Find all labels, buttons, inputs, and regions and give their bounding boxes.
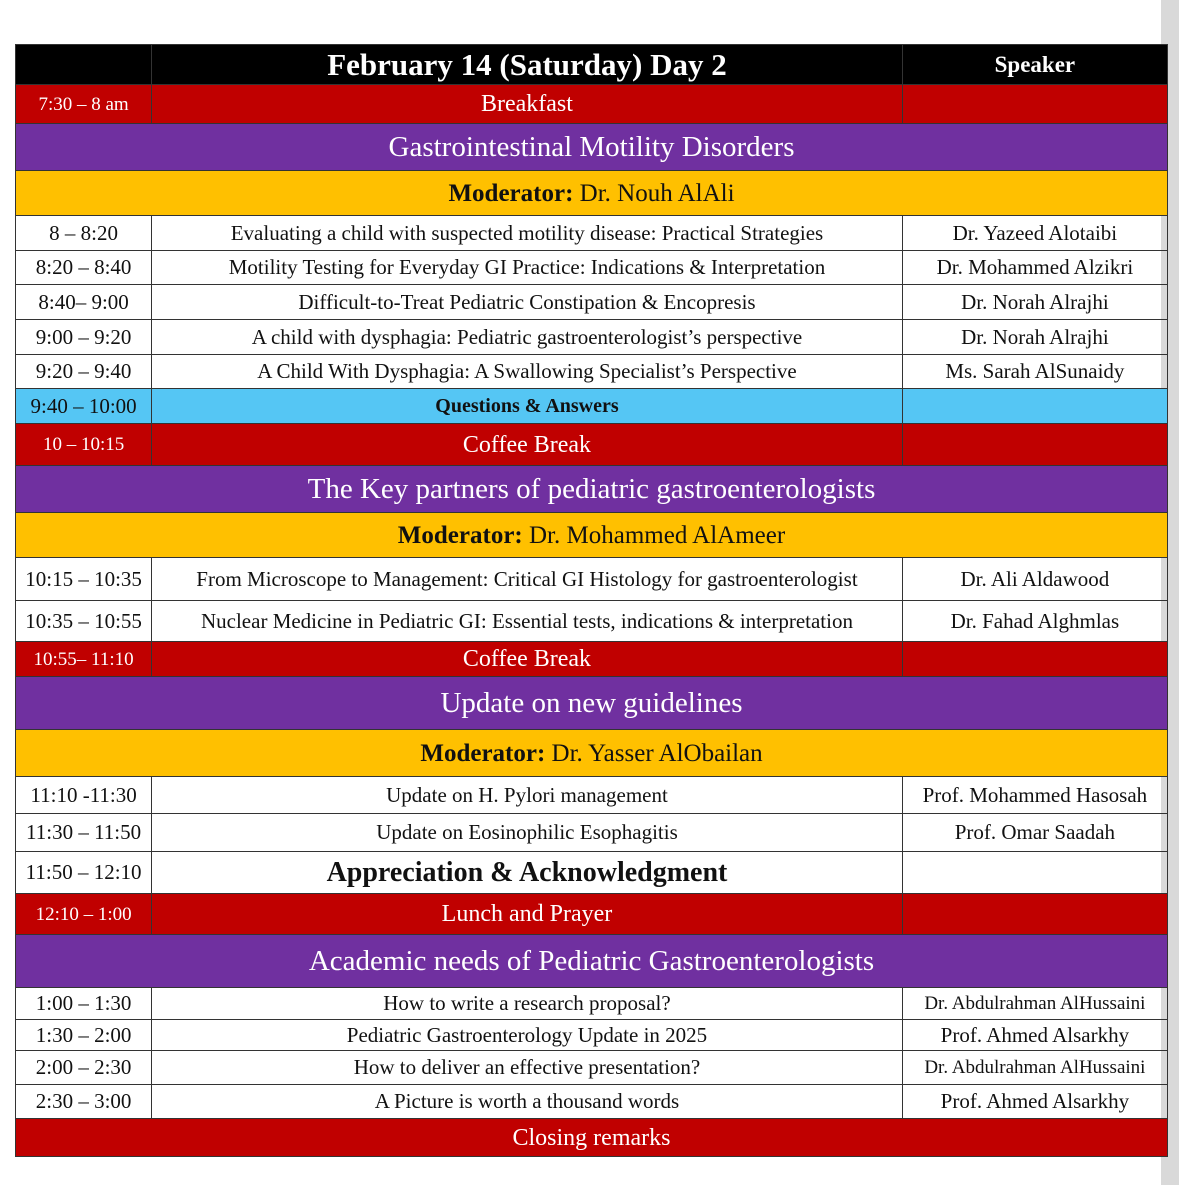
speaker-cell: Dr. Abdulrahman AlHussaini <box>902 1051 1167 1085</box>
moderator-row <box>16 171 1168 216</box>
speaker-cell <box>902 389 1167 424</box>
acknowledgment-row <box>16 852 1168 894</box>
moderator-row <box>16 513 1168 558</box>
table-row <box>16 285 1168 320</box>
time-cell: 11:50 – 12:10 <box>16 852 152 894</box>
time-cell: 2:00 – 2:30 <box>16 1051 152 1085</box>
speaker-cell <box>902 642 1167 677</box>
speaker-cell: Dr. Mohammed Alzikri <box>902 251 1167 285</box>
speaker-cell: Prof. Omar Saadah <box>902 814 1167 852</box>
time-cell: 1:30 – 2:00 <box>16 1020 152 1051</box>
coffee-break-row <box>16 642 1168 677</box>
talk-title: How to write a research proposal? <box>152 988 903 1020</box>
talk-title: Difficult-to-Treat Pediatric Constipation & Encopresis <box>152 285 903 320</box>
table-row <box>16 355 1168 389</box>
table-row <box>16 1051 1168 1085</box>
time-cell: 9:20 – 9:40 <box>16 355 152 389</box>
session-title: Gastrointestinal Motility Disorders <box>16 124 1168 171</box>
moderator-cell <box>16 171 1168 216</box>
speaker-cell: Ms. Sarah AlSunaidy <box>902 355 1167 389</box>
speaker-cell <box>902 894 1167 935</box>
lunch-row <box>16 894 1168 935</box>
talk-title: How to deliver an effective presentation? <box>152 1051 903 1085</box>
talk-title: Update on H. Pylori management <box>152 777 903 814</box>
time-cell: 7:30 – 8 am <box>16 85 152 124</box>
session-title: Update on new guidelines <box>16 677 1168 730</box>
table-row <box>16 814 1168 852</box>
time-cell: 10 – 10:15 <box>16 424 152 466</box>
header-row <box>16 45 1168 85</box>
time-cell: 8 – 8:20 <box>16 216 152 251</box>
break-label: Coffee Break <box>152 424 903 466</box>
table-row <box>16 777 1168 814</box>
speaker-cell: Dr. Norah Alrajhi <box>902 285 1167 320</box>
break-label: Lunch and Prayer <box>152 894 903 935</box>
moderator-prefix: Moderator: <box>448 179 574 207</box>
table-row <box>16 1020 1168 1051</box>
time-cell: 11:30 – 11:50 <box>16 814 152 852</box>
talk-title: A child with dysphagia: Pediatric gastroenterologist’s perspective <box>152 320 903 355</box>
talk-title: A Picture is worth a thousand words <box>152 1085 903 1119</box>
session-title-row <box>16 466 1168 513</box>
moderator-cell <box>16 730 1168 777</box>
speaker-cell: Dr. Norah Alrajhi <box>902 320 1167 355</box>
talk-title: Update on Eosinophilic Esophagitis <box>152 814 903 852</box>
speaker-cell <box>902 852 1167 894</box>
closing-label: Closing remarks <box>16 1119 1168 1157</box>
table-row <box>16 558 1168 601</box>
time-cell: 10:35 – 10:55 <box>16 601 152 642</box>
session-title-row <box>16 935 1168 988</box>
header-time-cell <box>16 45 152 85</box>
moderator-name: Dr. Mohammed AlAmeer <box>529 521 786 549</box>
break-label: Coffee Break <box>152 642 903 677</box>
time-cell: 8:20 – 8:40 <box>16 251 152 285</box>
time-cell: 10:55– 11:10 <box>16 642 152 677</box>
talk-title: A Child With Dysphagia: A Swallowing Specialist’s Perspective <box>152 355 903 389</box>
speaker-cell: Dr. Ali Aldawood <box>902 558 1167 601</box>
breakfast-row <box>16 85 1168 124</box>
talk-title: Motility Testing for Everyday GI Practice: Indications & Interpretation <box>152 251 903 285</box>
acknowledgment-label: Appreciation & Acknowledgment <box>152 852 903 894</box>
session-title-row <box>16 677 1168 730</box>
speaker-cell: Dr. Fahad Alghmlas <box>902 601 1167 642</box>
table-row <box>16 988 1168 1020</box>
session-title: Academic needs of Pediatric Gastroenterologists <box>16 935 1168 988</box>
day-title: February 14 (Saturday) Day 2 <box>152 45 903 85</box>
speaker-cell: Dr. Abdulrahman AlHussaini <box>902 988 1167 1020</box>
time-cell: 12:10 – 1:00 <box>16 894 152 935</box>
table-row <box>16 251 1168 285</box>
time-cell: 9:00 – 9:20 <box>16 320 152 355</box>
time-cell: 2:30 – 3:00 <box>16 1085 152 1119</box>
speaker-column-header: Speaker <box>902 45 1167 85</box>
speaker-cell: Prof. Mohammed Hasosah <box>902 777 1167 814</box>
qa-label: Questions & Answers <box>152 389 903 424</box>
table-row <box>16 1085 1168 1119</box>
coffee-break-row <box>16 424 1168 466</box>
time-cell: 1:00 – 1:30 <box>16 988 152 1020</box>
talk-title: From Microscope to Management: Critical GI Histology for gastroenterologist <box>152 558 903 601</box>
talk-title: Nuclear Medicine in Pediatric GI: Essential tests, indications & interpretation <box>152 601 903 642</box>
talk-title: Evaluating a child with suspected motility disease: Practical Strategies <box>152 216 903 251</box>
time-cell: 8:40– 9:00 <box>16 285 152 320</box>
time-cell: 11:10 -11:30 <box>16 777 152 814</box>
moderator-cell <box>16 513 1168 558</box>
moderator-name: Dr. Yasser AlObailan <box>551 739 763 767</box>
moderator-prefix: Moderator: <box>420 739 546 767</box>
closing-row <box>16 1119 1168 1157</box>
speaker-cell: Prof. Ahmed Alsarkhy <box>902 1020 1167 1051</box>
speaker-cell <box>902 85 1167 124</box>
moderator-prefix: Moderator: <box>397 521 523 549</box>
speaker-cell: Dr. Yazeed Alotaibi <box>902 216 1167 251</box>
session-title-row <box>16 124 1168 171</box>
moderator-name: Dr. Nouh AlAli <box>579 179 735 207</box>
schedule-table <box>15 44 1168 1157</box>
speaker-cell: Prof. Ahmed Alsarkhy <box>902 1085 1167 1119</box>
time-cell: 10:15 – 10:35 <box>16 558 152 601</box>
time-cell: 9:40 – 10:00 <box>16 389 152 424</box>
qa-row <box>16 389 1168 424</box>
session-title: The Key partners of pediatric gastroenterologists <box>16 466 1168 513</box>
moderator-row <box>16 730 1168 777</box>
talk-title: Pediatric Gastroenterology Update in 2025 <box>152 1020 903 1051</box>
table-row <box>16 320 1168 355</box>
break-label: Breakfast <box>152 85 903 124</box>
table-row <box>16 216 1168 251</box>
speaker-cell <box>902 424 1167 466</box>
table-row <box>16 601 1168 642</box>
